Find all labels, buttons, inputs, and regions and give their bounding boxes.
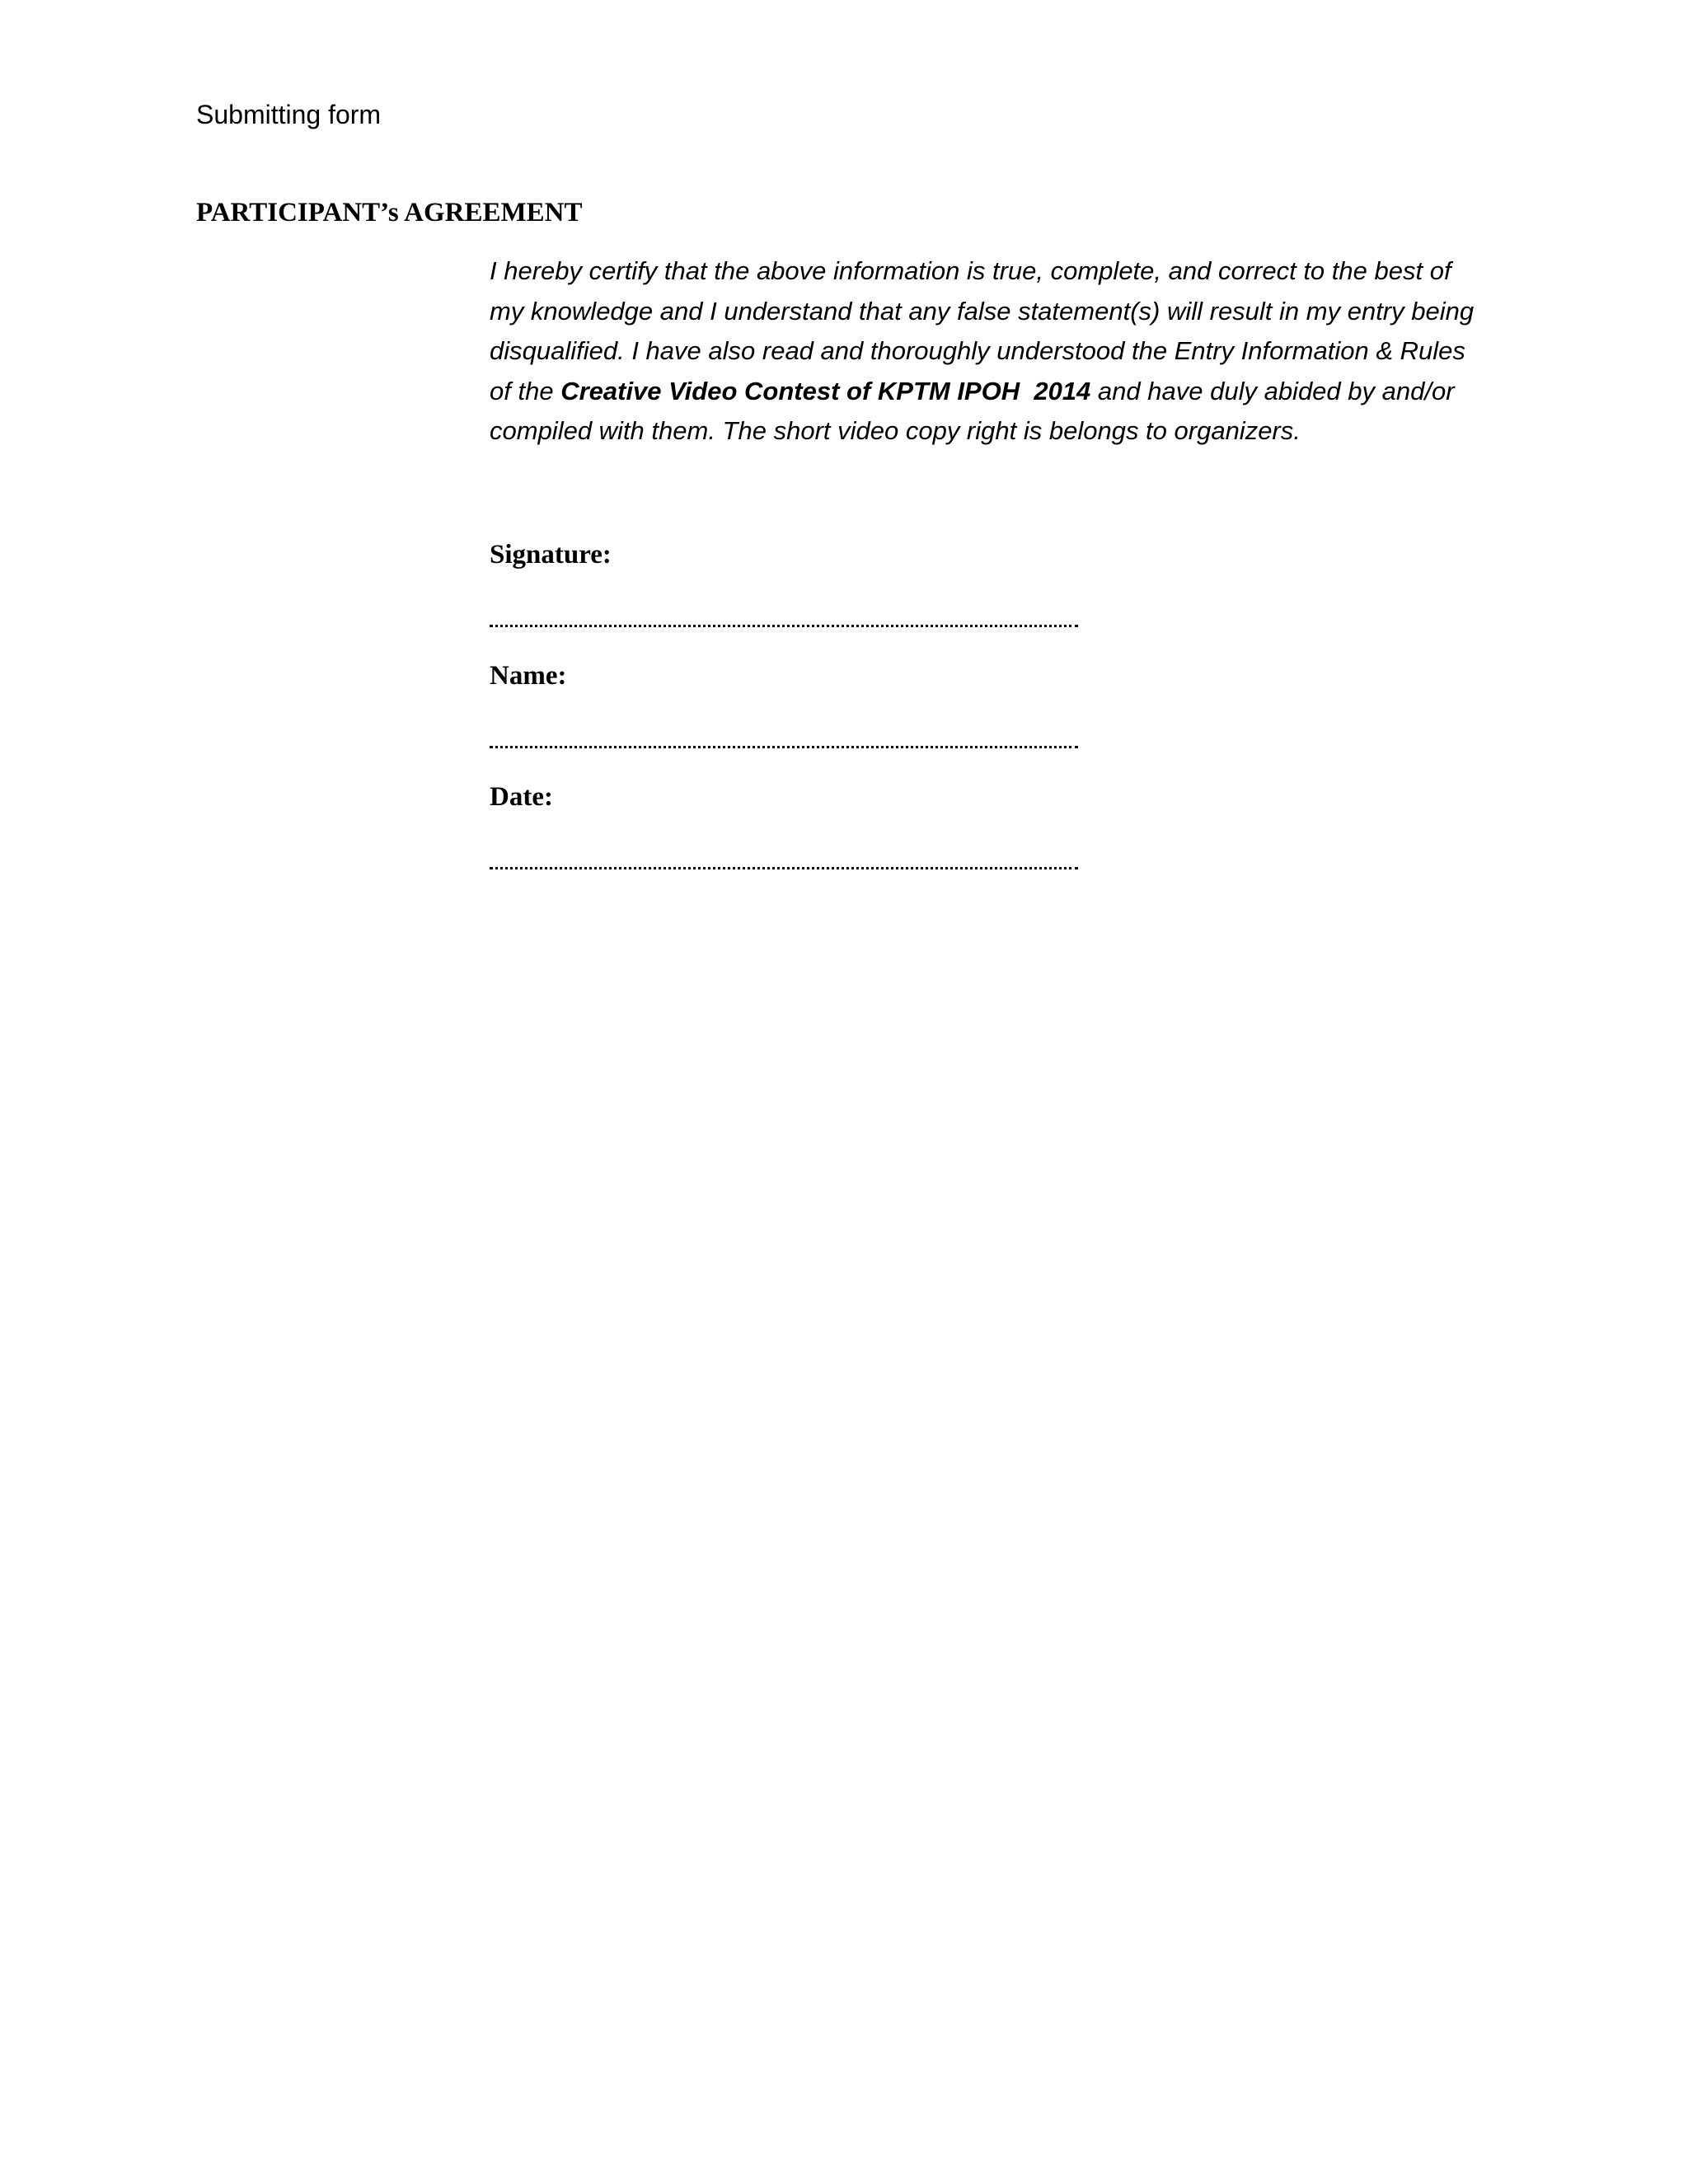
agreement-line-4-suffix: and have duly abided by and/or bbox=[1090, 376, 1455, 405]
contest-name: Creative Video Contest of KPTM IPOH 2014 bbox=[560, 376, 1091, 405]
name-line[interactable] bbox=[490, 743, 1078, 748]
agreement-line-4-prefix: of the bbox=[490, 376, 561, 405]
agreement-line-2: my knowledge and I understand that any false statement(s) will result in my entry being bbox=[490, 296, 1475, 326]
section-heading: PARTICIPANT’s AGREEMENT bbox=[196, 198, 583, 227]
agreement-line-1: I hereby certify that the above information is true, complete, and correct to the best of bbox=[490, 256, 1451, 285]
agreement-line-3: disqualified. I have also read and thoroughly understood the Entry Information & Rules bbox=[490, 336, 1465, 365]
agreement-line-4 bbox=[490, 372, 1479, 412]
agreement-line-5: compiled with them. The short video copy right is belongs to organizers. bbox=[490, 416, 1301, 445]
signature-line[interactable] bbox=[490, 621, 1078, 627]
date-line[interactable] bbox=[490, 864, 1078, 869]
date-label: Date: bbox=[490, 782, 553, 812]
name-label: Name: bbox=[490, 661, 567, 691]
signature-label: Signature: bbox=[490, 540, 612, 569]
page-header: Submitting form bbox=[196, 100, 382, 129]
agreement-paragraph bbox=[490, 251, 1479, 452]
